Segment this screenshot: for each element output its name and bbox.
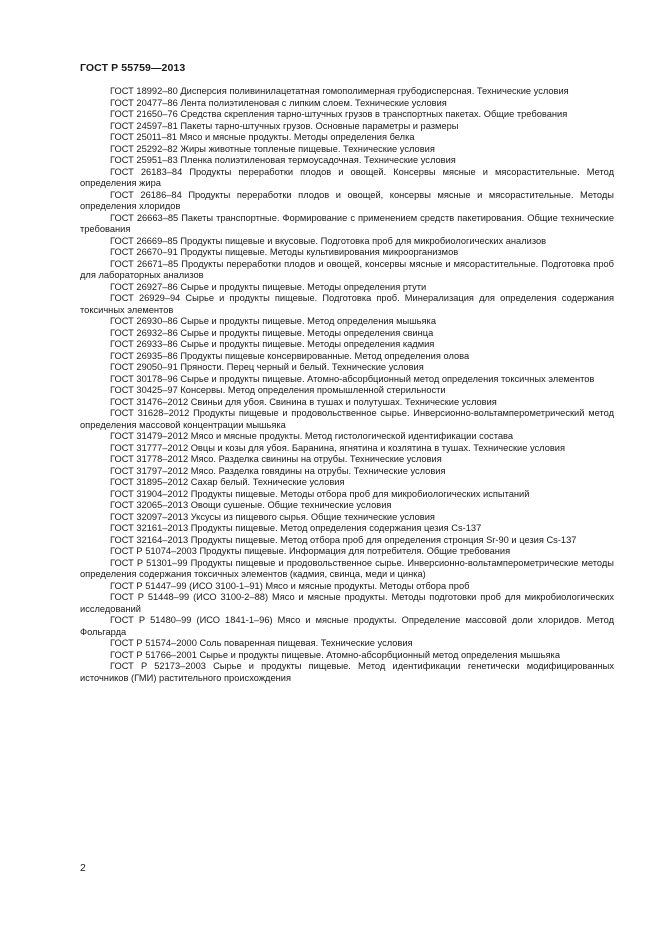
reference-entry: ГОСТ 26671–85 Продукты переработки плодов и овощей, консервы мясные и мясорастительные. Подготовка проб для лабораторных анализов [80,258,614,280]
reference-entry: ГОСТ 32065–2013 Овощи сушеные. Общие технические условия [110,500,392,510]
reference-entry: ГОСТ 26933–86 Сырье и продукты пищевые. Методы определения кадмия [110,339,435,349]
reference-entry: ГОСТ 31778–2012 Мясо. Разделка свинины на отрубы. Технические условия [110,454,442,464]
reference-entry: ГОСТ Р 51301–99 Продукты пищевые и продовольственное сырье. Инверсионно-вольтамперометрические методы определения содержания токсичных элементов (кадмия, свинца, меди и цинка) [80,557,614,579]
reference-entry: ГОСТ 26927–86 Сырье и продукты пищевые. Методы определения ртути [110,281,427,292]
reference-entry: ГОСТ 26663–85 Пакеты транспортные. Формирование с применением средств пакетирования. Общие технические требования [80,212,614,234]
reference-list [80,86,614,684]
reference-entry: ГОСТ 31479–2012 Мясо и мясные продукты. Метод гистологической идентификации состава [110,431,514,441]
reference-entry: ГОСТ Р 51074–2003 Продукты пищевые. Информация для потребителя. Общие требования [110,546,511,556]
reference-entry: ГОСТ Р 51766–2001 Сырье и продукты пищевые. Атомно-абсорбционный метод определения мышьяка [110,649,560,660]
reference-entry: ГОСТ 32164–2013 Продукты пищевые. Метод отбора проб для определения стронция Sr-90 и цезия Cs-137 [110,534,577,545]
reference-entry: ГОСТ 32097–2013 Уксусы из пищевого сырья. Общие технические условия [110,511,435,522]
reference-entry: ГОСТ 26670–91 Продукты пищевые. Методы культивирования микроорганизмов [110,247,459,257]
reference-entry: ГОСТ 26186–84 Продукты переработки плодов и овощей, консервы мясные и мясорастительные. Методы определения хлоридов [80,189,614,211]
reference-entry: ГОСТ 26929–94 Сырье и продукты пищевые. Подготовка проб. Минерализация для определения содержания токсичных элементов [80,293,614,315]
reference-entry: ГОСТ 26930–86 Сырье и продукты пищевые. Метод определения мышьяка [110,316,436,326]
reference-entry: ГОСТ 24597–81 Пакеты тарно-штучных грузов. Основные параметры и размеры [110,120,459,131]
reference-entry: ГОСТ 31797–2012 Мясо. Разделка говядины на отрубы. Технические условия [110,465,446,476]
reference-entry: ГОСТ 26932–86 Сырье и продукты пищевые. Методы определения свинца [110,327,434,338]
reference-entry: ГОСТ 21650–76 Средства скрепления тарно-штучных грузов в транспортных пакетах. Общие требования [110,109,568,119]
reference-entry: ГОСТ 32161–2013 Продукты пищевые. Метод определения содержания цезия Cs-137 [110,523,482,533]
reference-entry: ГОСТ Р 51447–99 (ИСО 3100-1–91) Мясо и мясные продукты. Методы отбора проб [110,580,470,591]
reference-entry: ГОСТ 30178–96 Сырье и продукты пищевые. Атомно-абсорбционный метод определения токсичных элементов [110,373,595,384]
reference-entry: ГОСТ 29050–91 Пряности. Перец черный и белый. Технические условия [110,362,424,372]
standard-header: ГОСТ Р 55759—2013 [80,62,186,74]
reference-entry: ГОСТ 26669–85 Продукты пищевые и вкусовые. Подготовка проб для микробиологических анализов [110,235,547,246]
reference-entry: ГОСТ 25292–82 Жиры животные топленые пищевые. Технические условия [110,143,435,154]
reference-entry: ГОСТ 31895–2012 Сахар белый. Технические условия [110,477,345,487]
page-number: 2 [80,862,86,874]
reference-entry: ГОСТ 31628–2012 Продукты пищевые и продовольственное сырье. Инверсионно-вольтамперометрический метод определения массовой концентрации мышьяка [80,408,614,430]
reference-entry: ГОСТ 26935–86 Продукты пищевые консервированные. Метод определения олова [110,350,470,361]
reference-entry: ГОСТ Р 51448–99 (ИСО 3100-2–88) Мясо и мясные продукты. Методы подготовки проб для микробиологических исследований [80,592,614,614]
reference-entry: ГОСТ 20477–86 Лента полиэтиленовая с липким слоем. Технические условия [110,97,447,108]
reference-entry: ГОСТ Р 52173–2003 Сырье и продукты пищевые. Метод идентификации генетически модифицированных источников (ГМИ) растительного происхождения [80,661,614,683]
reference-entry: ГОСТ 18992–80 Дисперсия поливинилацетатная гомополимерная грубодисперсная. Технические условия [110,86,569,96]
reference-entry: ГОСТ Р 51480–99 (ИСО 1841-1–96) Мясо и мясные продукты. Определение массовой доли хлоридов. Метод Фольгарда [80,615,614,637]
reference-entry: ГОСТ 25951–83 Пленка полиэтиленовая термоусадочная. Технические условия [110,155,456,165]
reference-entry: ГОСТ 31904–2012 Продукты пищевые. Методы отбора проб для микробиологических испытаний [110,488,530,499]
reference-entry: ГОСТ 31777–2012 Овцы и козы для убоя. Баранина, ягнятина и козлятина в тушах. Технические условия [110,442,566,453]
reference-entry: ГОСТ 30425–97 Консервы. Метод определения промышленной стерильности [110,385,446,395]
reference-entry: ГОСТ 31476–2012 Свиньи для убоя. Свинина в тушах и полутушах. Технические условия [110,396,497,407]
reference-entry: ГОСТ 25011–81 Мясо и мясные продукты. Методы определения белка [110,132,415,142]
reference-entry: ГОСТ Р 51574–2000 Соль поваренная пищевая. Технические условия [110,638,413,648]
reference-entry: ГОСТ 26183–84 Продукты переработки плодов и овощей. Консервы мясные и мясорастительные. Метод определения жира [80,166,614,188]
